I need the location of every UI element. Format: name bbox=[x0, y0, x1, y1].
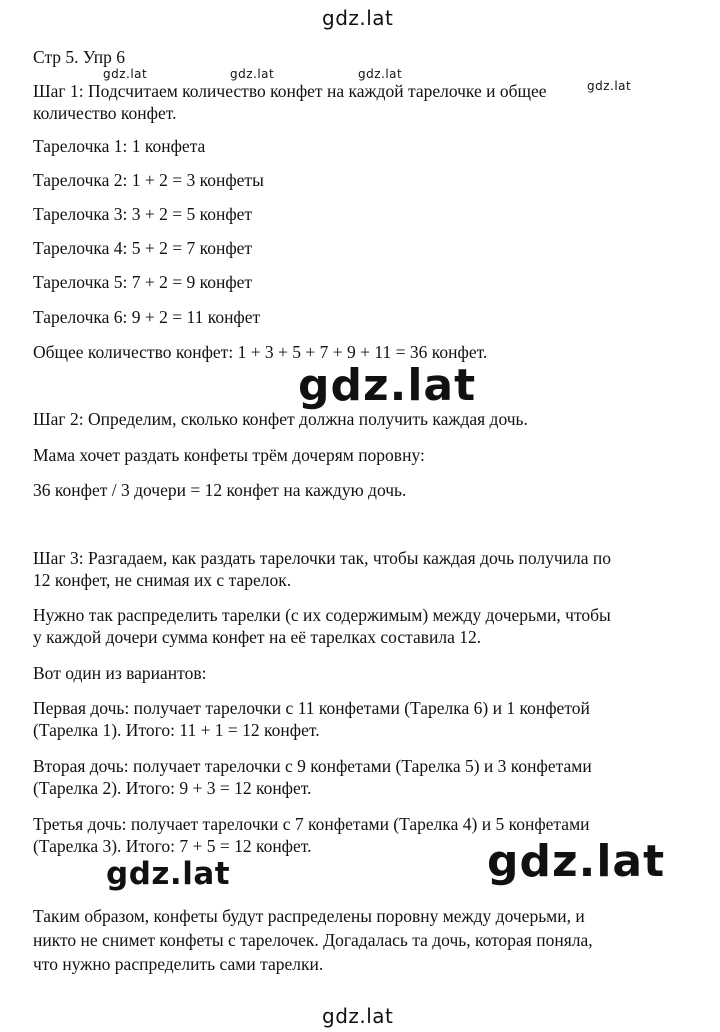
watermark-small-4: gdz.lat bbox=[587, 79, 632, 93]
step1-total: Общее количество конфет: 1 + 3 + 5 + 7 + 9 + 11 = 36 конфет. bbox=[33, 342, 488, 362]
conclusion-line1: Таким образом, конфеты будут распределены поровну между дочерьми, и bbox=[33, 906, 585, 926]
conclusion-line3: что нужно распределить сами тарелки. bbox=[33, 954, 324, 974]
step3-para-line2: у каждой дочери сумма конфет на её тарелках составила 12. bbox=[33, 627, 482, 647]
conclusion-line2: никто не снимет конфеты с тарелочек. Догадалась та дочь, которая поняла, bbox=[33, 930, 593, 950]
plate-line-3: Тарелочка 3: 3 + 2 = 5 конфет bbox=[33, 204, 253, 224]
step3-title-line1: Шаг 3: Разгадаем, как раздать тарелочки так, чтобы каждая дочь получила по bbox=[33, 548, 611, 568]
daughter1-line1: Первая дочь: получает тарелочки с 11 конфетами (Тарелка 6) и 1 конфетой bbox=[33, 698, 590, 718]
daughter3-line1: Третья дочь: получает тарелочки с 7 конфетами (Тарелка 4) и 5 конфетами bbox=[33, 814, 590, 834]
daughter3-line2: (Тарелка 3). Итого: 7 + 5 = 12 конфет. bbox=[33, 836, 312, 856]
step1-title-line1: Шаг 1: Подсчитаем количество конфет на каждой тарелочке и общее bbox=[33, 81, 547, 101]
plate-line-1: Тарелочка 1: 1 конфета bbox=[33, 136, 206, 156]
daughter1-line2: (Тарелка 1). Итого: 11 + 1 = 12 конфет. bbox=[33, 720, 320, 740]
plate-line-6: Тарелочка 6: 9 + 2 = 11 конфет bbox=[33, 307, 261, 327]
watermark-top: gdz.lat bbox=[322, 6, 394, 30]
watermark-bottom: gdz.lat bbox=[322, 1004, 394, 1028]
step2-line1: Мама хочет раздать конфеты трём дочерям поровну: bbox=[33, 445, 425, 465]
watermark-small-2: gdz.lat bbox=[230, 67, 275, 81]
watermark-medium-left: gdz.lat bbox=[106, 856, 231, 892]
daughter2-line2: (Тарелка 2). Итого: 9 + 3 = 12 конфет. bbox=[33, 778, 312, 798]
step2-title: Шаг 2: Определим, сколько конфет должна получить каждая дочь. bbox=[33, 409, 528, 429]
step1-title-line2: количество конфет. bbox=[33, 103, 177, 123]
plate-line-5: Тарелочка 5: 7 + 2 = 9 конфет bbox=[33, 272, 253, 292]
watermark-large-middle: gdz.lat bbox=[298, 360, 477, 411]
step3-para-line1: Нужно так распределить тарелки (с их содержимым) между дочерьми, чтобы bbox=[33, 605, 611, 625]
watermark-small-1: gdz.lat bbox=[103, 67, 148, 81]
watermark-small-3: gdz.lat bbox=[358, 67, 403, 81]
step2-line2: 36 конфет / 3 дочери = 12 конфет на каждую дочь. bbox=[33, 480, 407, 500]
plate-line-4: Тарелочка 4: 5 + 2 = 7 конфет bbox=[33, 238, 253, 258]
daughter2-line1: Вторая дочь: получает тарелочки с 9 конфетами (Тарелка 5) и 3 конфетами bbox=[33, 756, 592, 776]
watermark-large-right: gdz.lat bbox=[487, 836, 666, 887]
plate-line-2: Тарелочка 2: 1 + 2 = 3 конфеты bbox=[33, 170, 264, 190]
step3-title-line2: 12 конфет, не снимая их с тарелок. bbox=[33, 570, 292, 590]
exercise-header: Стр 5. Упр 6 bbox=[33, 47, 126, 67]
variants-intro: Вот один из вариантов: bbox=[33, 663, 207, 683]
